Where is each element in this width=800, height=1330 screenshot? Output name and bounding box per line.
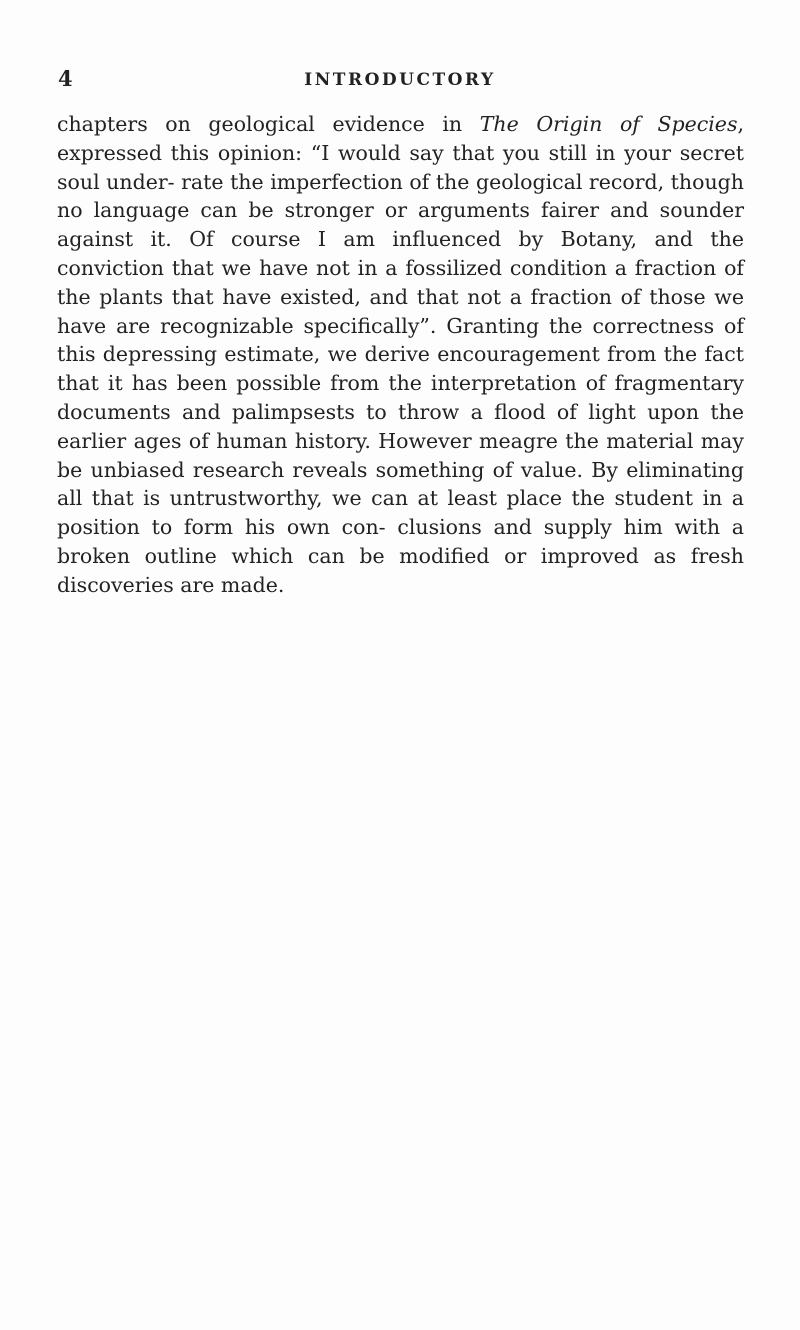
paragraph-text-rest: , expressed this opinion: “I would say that you still in your secret soul under- rate the imperfection of the geological record, though no language can be stronger or arguments fairer and sounder against it. Of course I am influenced by Botany, and the conviction that we have not in a fossilized condition a fraction of the plants that have existed, and that not a fraction of those we have are recognizable specifically”. Granting the correctness of this depressing estimate, we derive encouragement from the fact that it has been possible from the interpretation of fragmentary documents and palimpsests to throw a flood of light upon the earlier ages of human history. However meagre the material may be unbiased research reveals something of value. By eliminating all that is untrustworthy, we can at least place the student in a position to form his own con- clusions and supply him with a broken outline which can be modified or improved as fresh discoveries are made. [57,112,744,597]
paragraph-text-start: chapters on geological evidence in [57,112,480,136]
page-number: 4 [58,66,73,91]
running-head: INTRODUCTORY [304,70,496,90]
book-title: The Origin of Species [479,112,738,136]
body-paragraph [57,110,744,600]
